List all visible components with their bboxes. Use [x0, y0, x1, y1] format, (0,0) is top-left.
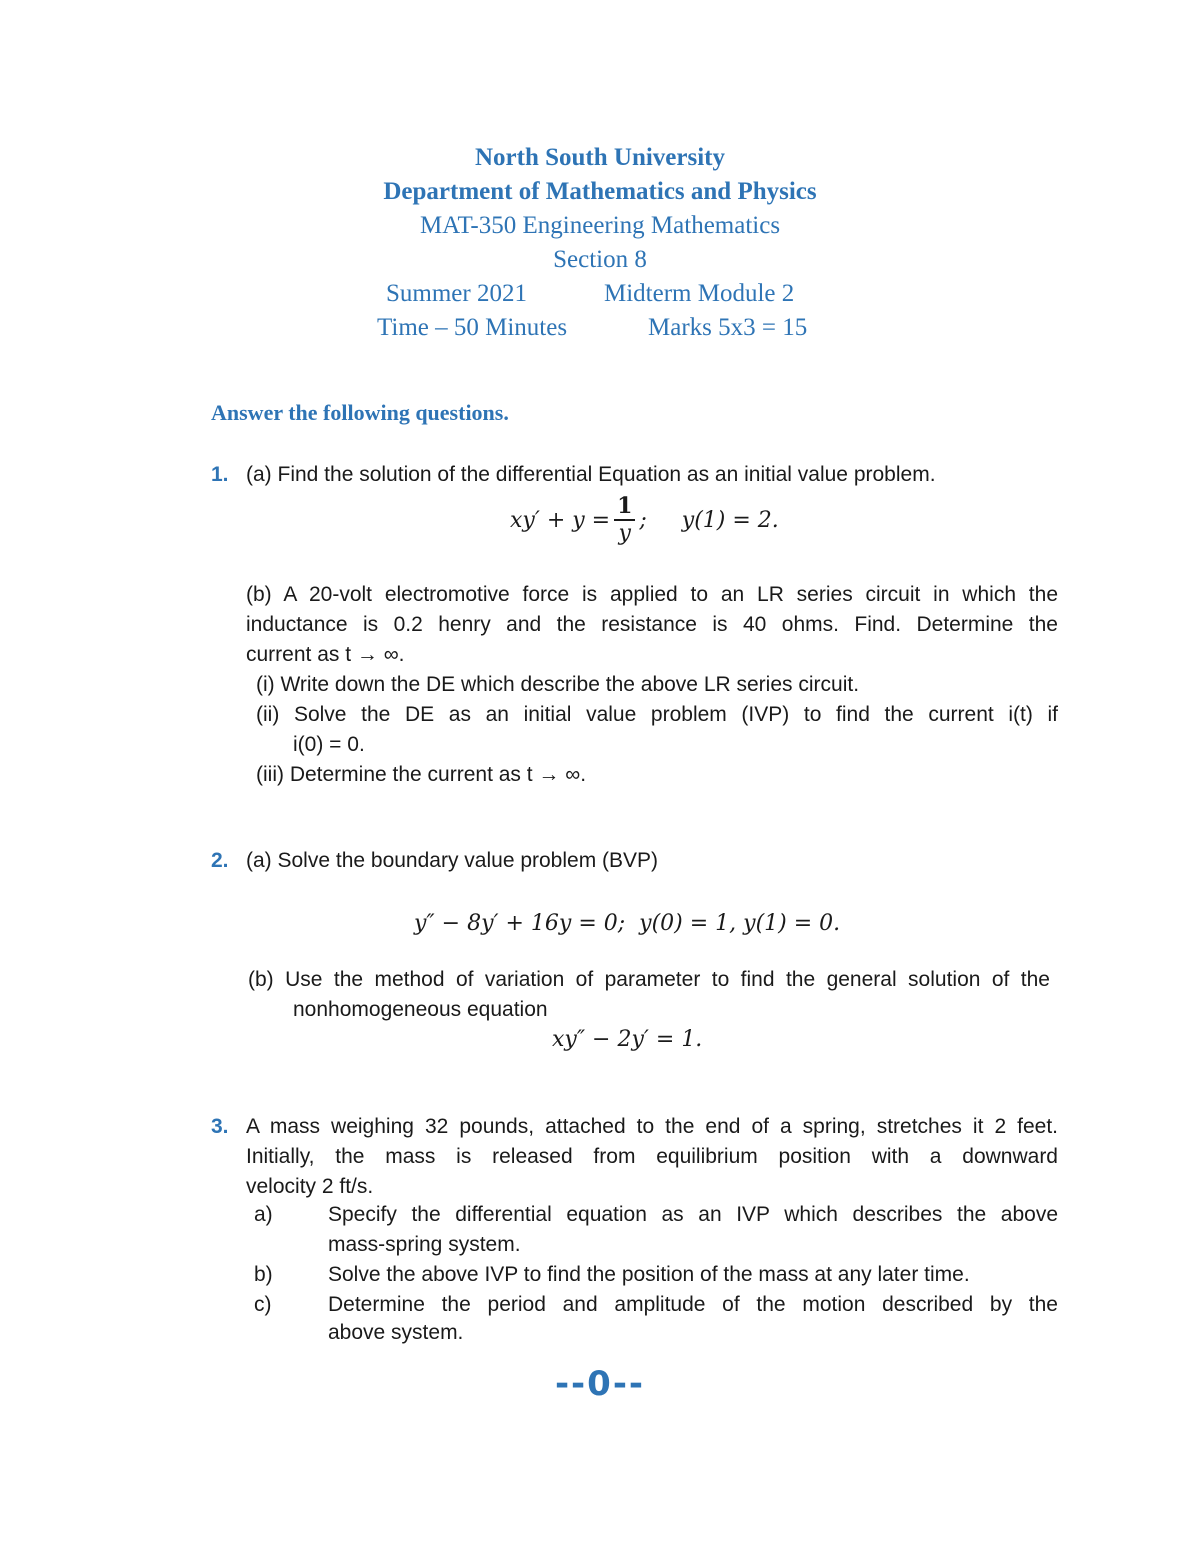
- university-name: North South University: [474, 144, 725, 171]
- time-label: Time – 50 Minutes: [377, 314, 568, 341]
- course-title: MAT-350 Engineering Mathematics: [419, 212, 781, 239]
- eq-left: xy′ + y =: [510, 507, 611, 533]
- question-3-part-a-line-2: mass-spring system.: [328, 1233, 521, 1256]
- question-1b-line-2: inductance is 0.2 henry and the resistance is 40 ohms. Find. Determine the: [246, 613, 1058, 636]
- question-3-part-a-line-1: Specify the differential equation as an IVP which describes the above: [328, 1203, 1058, 1226]
- question-1b-part-ii-line-1: (ii) Solve the DE as an initial value problem (IVP) to find the current i(t) if: [256, 703, 1058, 726]
- question-1b-line-1: (b) A 20-volt electromotive force is applied to an LR series circuit in which the: [246, 583, 1058, 606]
- section-label: Section 8: [553, 246, 647, 273]
- question-2a-text: (a) Solve the boundary value problem (BVP): [246, 849, 659, 872]
- question-3-part-c-line-2: above system.: [328, 1321, 464, 1344]
- end-mark: --0--: [554, 1364, 646, 1404]
- exam-label: Midterm Module 2: [604, 280, 795, 307]
- marks-label: Marks 5x3 = 15: [648, 314, 808, 341]
- question-1b-line-3: current as t → ∞.: [246, 643, 405, 666]
- question-3-part-b-line-1: Solve the above IVP to find the position of the mass at any later time.: [328, 1263, 970, 1286]
- eq-fraction-denominator: y: [618, 521, 631, 546]
- eq-right: ; y(1) = 2.: [639, 507, 779, 533]
- question-2b-line-1: (b) Use the method of variation of parameter to find the general solution of the: [248, 968, 1050, 991]
- question-3-line-2: Initially, the mass is released from equilibrium position with a downward: [246, 1145, 1058, 1168]
- instruction-heading: Answer the following questions.: [211, 400, 509, 425]
- question-2b-equation: xy″ − 2y′ = 1.: [552, 1027, 703, 1052]
- question-2-number: 2.: [211, 849, 229, 872]
- term-label: Summer 2021: [386, 280, 527, 307]
- question-3-part-b-label: b): [254, 1263, 273, 1286]
- question-1b-part-ii-line-2: i(0) = 0.: [293, 733, 365, 756]
- question-3-number: 3.: [211, 1115, 229, 1138]
- eq-fraction-numerator: 1: [614, 493, 635, 521]
- question-3-part-a-label: a): [254, 1203, 273, 1226]
- question-3-part-c-line-1: Determine the period and amplitude of the motion described by the: [328, 1293, 1058, 1316]
- question-3-line-1: A mass weighing 32 pounds, attached to the end of a spring, stretches it 2 feet.: [246, 1115, 1058, 1138]
- question-1a-equation: [510, 488, 779, 552]
- question-2b-line-2: nonhomogeneous equation: [293, 998, 548, 1021]
- department-name: Department of Mathematics and Physics: [383, 178, 817, 205]
- question-1-number: 1.: [211, 463, 229, 486]
- question-1b-part-iii: (iii) Determine the current as t → ∞.: [256, 763, 587, 786]
- question-1b-part-i: (i) Write down the DE which describe the above LR series circuit.: [256, 673, 860, 696]
- question-2a-equation: y″ − 8y′ + 16y = 0; y(0) = 1, y(1) = 0.: [414, 911, 841, 936]
- question-3-part-c-label: c): [254, 1293, 272, 1316]
- eq-fraction: [614, 493, 635, 547]
- question-1a-text: (a) Find the solution of the differential Equation as an initial value problem.: [246, 463, 936, 486]
- question-3-line-3: velocity 2 ft/s.: [246, 1175, 374, 1198]
